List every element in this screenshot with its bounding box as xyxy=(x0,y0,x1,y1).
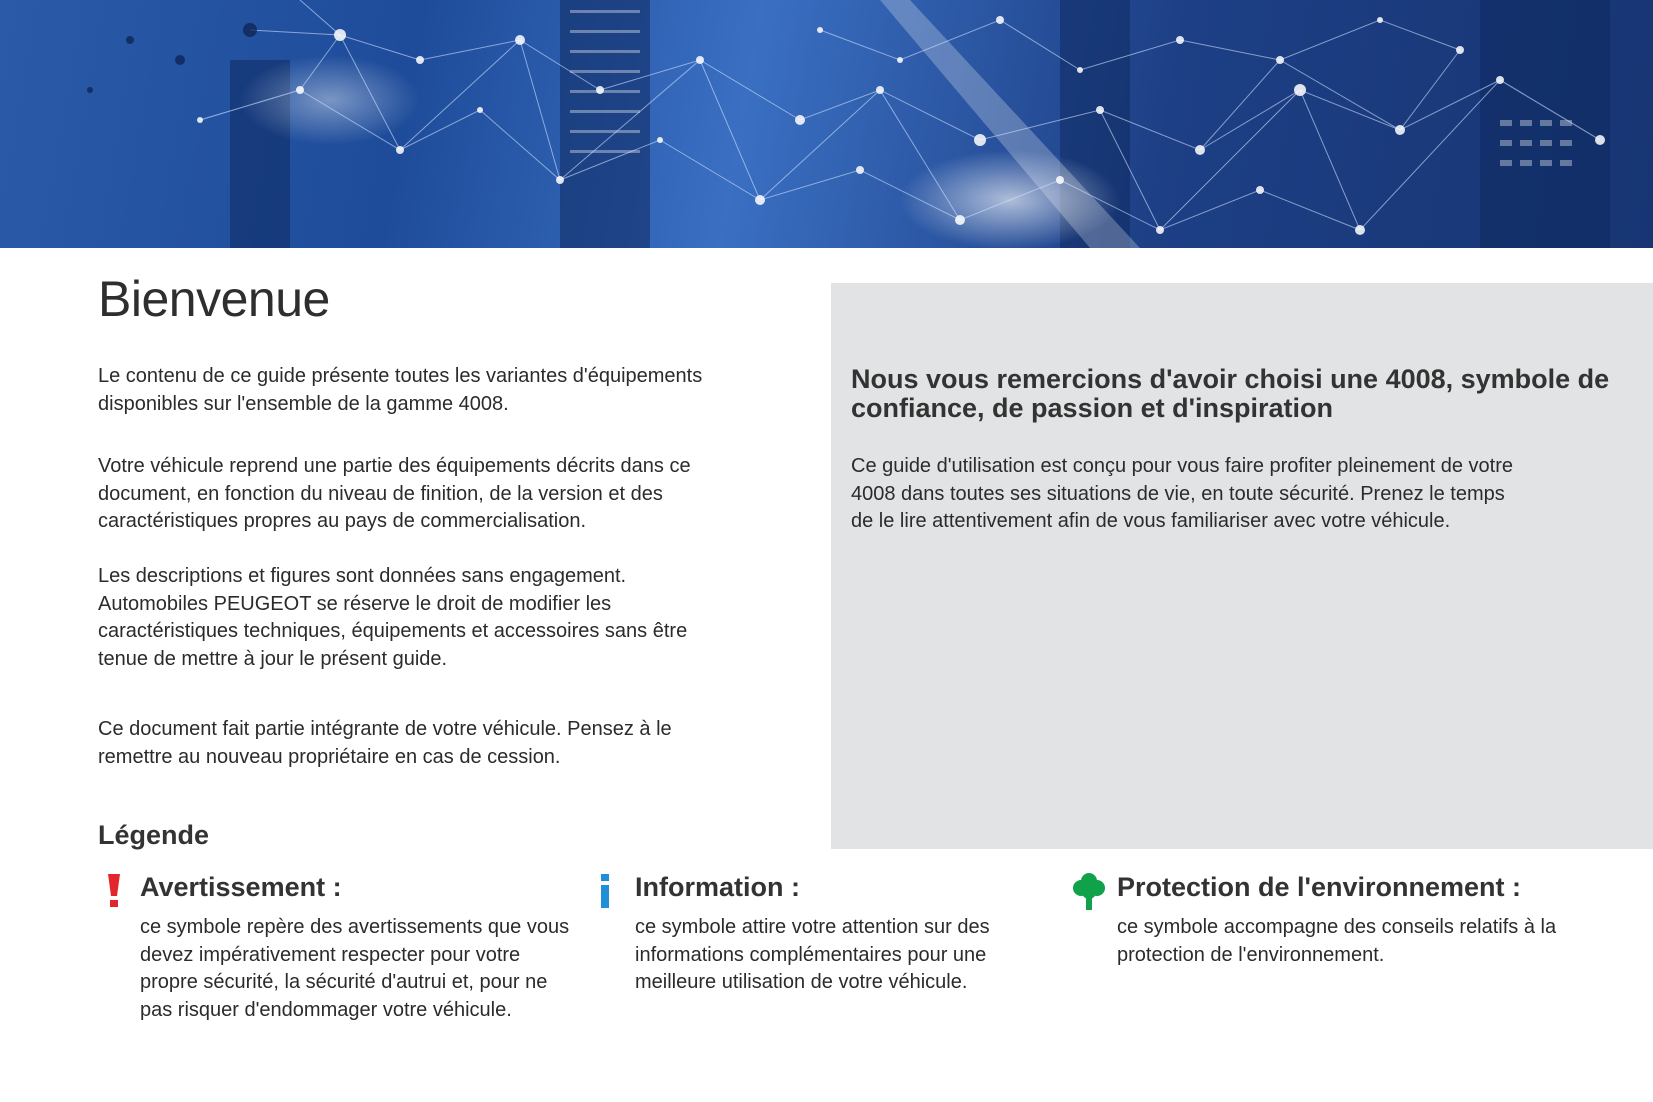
legend-environment-text: ce symbole accompagne des conseils relatifs à la protection de l'environnement. xyxy=(1117,916,1557,966)
environment-tree-icon xyxy=(1073,872,1105,915)
header-banner-image xyxy=(0,0,1653,248)
legend-warning-text: ce symbole repère des avertissements que vous devez impérativement respecter pour votre propre sécurité, la sécurité d'autrui et, pour ne pas risquer d'endommager votre véhicule. xyxy=(140,916,570,1021)
information-i-icon xyxy=(598,874,612,913)
welcome-box-text: Ce guide d'utilisation est conçu pour vous faire profiter pleinement de votre 4008 dans toutes ses situations de vie, en toute sécurité. Prenez le temps de le lire attentivement afin de vous familiariser avec votre véhicule. xyxy=(851,455,1513,532)
intro-paragraph-3: Les descriptions et figures sont données sans engagement. Automobiles PEUGEOT se réserve le droit de modifier les caractéristiques techniques, équipements et accessoires sans être tenue de mettre à jour le présent guide. xyxy=(98,565,688,670)
intro-paragraph-1: Le contenu de ce guide présente toutes les variantes d'équipements disponibles sur l'ensemble de la gamme 4008. xyxy=(98,365,703,415)
legend-information-text: ce symbole attire votre attention sur des informations complémentaires pour une meilleure utilisation de votre véhicule. xyxy=(635,916,990,993)
page-title: Bienvenue xyxy=(98,271,330,327)
welcome-box-title: Nous vous remercions d'avoir choisi une 4008, symbole de confiance, de passion et d'inspiration xyxy=(851,364,1610,423)
intro-paragraph-2: Votre véhicule reprend une partie des équipements décrits dans ce document, en fonction du niveau de finition, de la version et des caractéristiques propres au pays de commercialisation. xyxy=(98,455,691,532)
legend-environment-title: Protection de l'environnement : xyxy=(1117,872,1521,902)
legend-item-information xyxy=(635,868,1035,997)
legend-information-title: Information : xyxy=(635,872,800,902)
welcome-box xyxy=(831,283,1653,849)
legend-item-warning xyxy=(140,868,570,1024)
legend-item-environment xyxy=(1117,868,1637,969)
legend-warning-title: Avertissement : xyxy=(140,872,342,902)
warning-exclamation-icon xyxy=(106,874,122,913)
intro-paragraph-4: Ce document fait partie intégrante de votre véhicule. Pensez à le remettre au nouveau propriétaire en cas de cession. xyxy=(98,718,672,768)
network-city-illustration xyxy=(0,0,1653,248)
legend-title: Légende xyxy=(98,820,210,850)
